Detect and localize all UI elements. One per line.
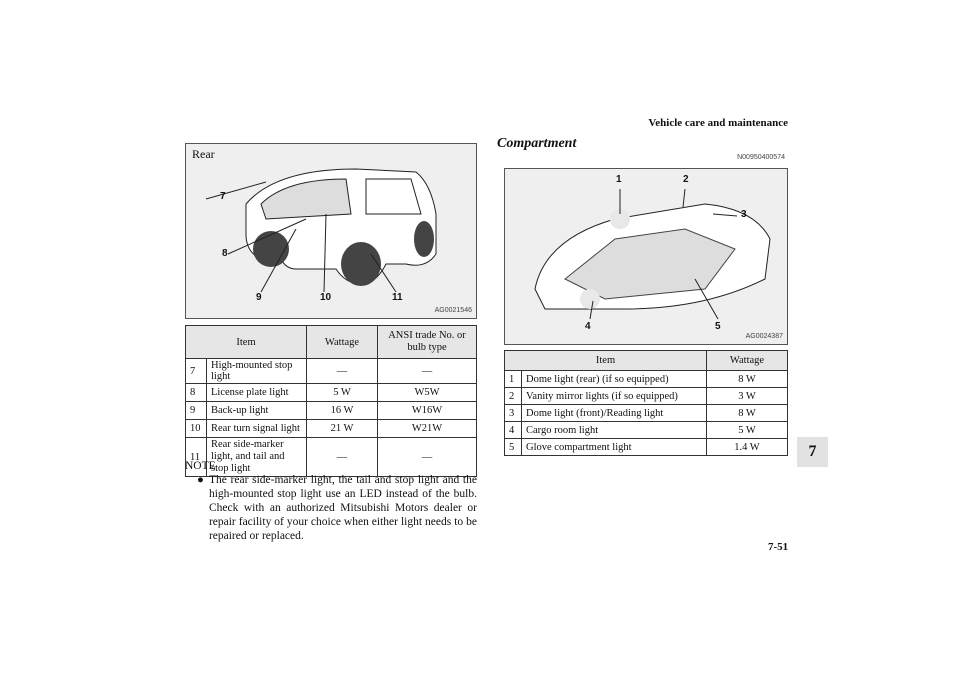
cell: 2 — [505, 388, 522, 405]
table-row — [186, 384, 477, 402]
table-row — [505, 422, 788, 439]
callout-9: 9 — [256, 292, 262, 303]
cell: 3 W — [707, 388, 788, 405]
page-number: 7-51 — [768, 541, 789, 553]
cell: W5W — [378, 384, 477, 402]
cell: — — [307, 438, 378, 477]
callout-8: 8 — [222, 248, 228, 259]
table-row — [186, 402, 477, 420]
header-item: Item — [186, 326, 307, 359]
cell: 5 W — [307, 384, 378, 402]
cell: — — [378, 438, 477, 477]
cell: 16 W — [307, 402, 378, 420]
callout-4: 4 — [585, 321, 591, 332]
cell: Vanity mirror lights (if so equipped) — [522, 388, 707, 405]
table-row — [505, 388, 788, 405]
callout-5: 5 — [715, 321, 721, 332]
compartment-title: Compartment — [497, 136, 577, 151]
cell: High-mounted stop light — [207, 359, 307, 384]
cell: Back-up light — [207, 402, 307, 420]
table-row — [186, 359, 477, 384]
cell: Rear side-marker light, and tail and stop light — [207, 438, 307, 477]
compartment-figure — [504, 168, 788, 345]
cell: 8 W — [707, 371, 788, 388]
note-label: NOTE — [185, 460, 216, 472]
header-wattage: Wattage — [307, 326, 378, 359]
rear-bulb-table — [185, 325, 477, 477]
figure-code: AG0021546 — [434, 307, 472, 314]
cell: 11 — [186, 438, 207, 477]
section-header: Vehicle care and maintenance — [648, 117, 788, 129]
cell: — — [378, 359, 477, 384]
cell: License plate light — [207, 384, 307, 402]
note-text: The rear side-marker light, the tail and stop light and the high-mounted stop light use an LED instead of the bulb. Check with an authorized Mitsubishi Motors dealer or repair facility of your choice when either light needs to be repaired or replaced. — [208, 474, 477, 542]
cell: 1 — [505, 371, 522, 388]
cell: 3 — [505, 405, 522, 422]
cell: 10 — [186, 420, 207, 438]
table-row — [186, 420, 477, 438]
cell: W21W — [378, 420, 477, 438]
cell: W16W — [378, 402, 477, 420]
compartment-ref: N00950400574 — [737, 154, 785, 161]
cell: — — [307, 359, 378, 384]
callout-1: 1 — [616, 174, 622, 185]
callout-3: 3 — [741, 209, 747, 220]
figure-title: Rear — [192, 147, 215, 161]
cell: Dome light (rear) (if so equipped) — [522, 371, 707, 388]
table-row — [505, 439, 788, 456]
bullet-icon: ● — [197, 474, 204, 486]
table-row — [505, 371, 788, 388]
cell: Glove compartment light — [522, 439, 707, 456]
cell: 8 — [186, 384, 207, 402]
callout-11: 11 — [392, 292, 403, 303]
chapter-tab: 7 — [797, 437, 828, 467]
callout-7: 7 — [220, 191, 226, 202]
header-wattage: Wattage — [707, 351, 788, 371]
cell: 5 W — [707, 422, 788, 439]
callout-2: 2 — [683, 174, 689, 185]
cell: 8 W — [707, 405, 788, 422]
cell: 5 — [505, 439, 522, 456]
figure-code: AG0024387 — [745, 333, 783, 340]
note — [185, 459, 477, 543]
cell: 4 — [505, 422, 522, 439]
cell: 9 — [186, 402, 207, 420]
table-row — [505, 405, 788, 422]
cell: 1.4 W — [707, 439, 788, 456]
cell: Cargo room light — [522, 422, 707, 439]
cell: 7 — [186, 359, 207, 384]
header-ansi: ANSI trade No. or bulb type — [378, 326, 477, 359]
callout-10: 10 — [320, 292, 332, 303]
rear-figure — [185, 143, 477, 319]
compartment-bulb-table — [504, 350, 788, 456]
cell: Rear turn signal light — [207, 420, 307, 438]
header-item: Item — [505, 351, 707, 371]
cell: 21 W — [307, 420, 378, 438]
cell: Dome light (front)/Reading light — [522, 405, 707, 422]
interior-illustration — [505, 169, 787, 344]
